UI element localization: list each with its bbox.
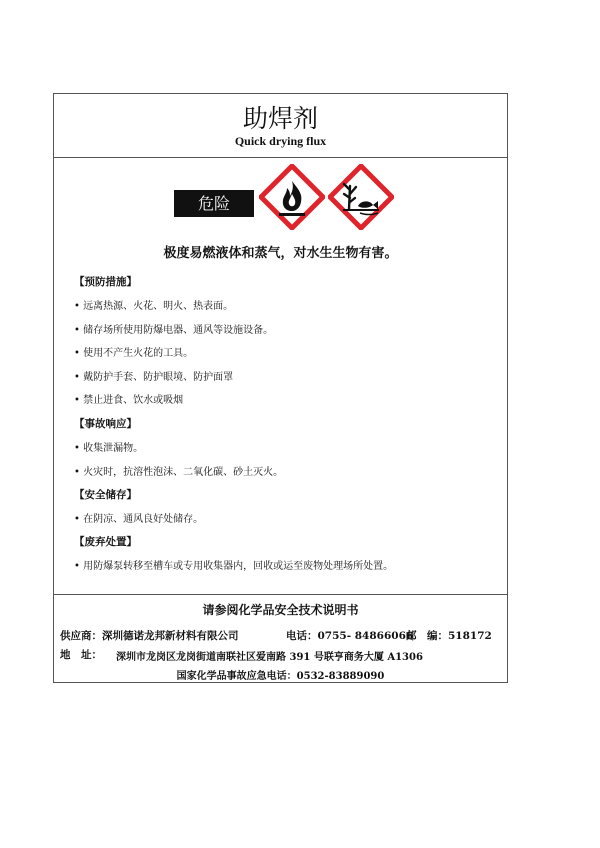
emergency-phone: 国家化学品事故应急电话：0532-83889090: [176, 671, 385, 682]
postcode: 邮 编：518172: [406, 630, 492, 642]
list-item: • 储存场所使用防爆电器、通风等设施设备。: [74, 325, 274, 336]
hazard-statement: 极度易燃液体和蒸气，对水生生物有害。: [163, 246, 398, 261]
sds-reference: 请参阅化学品安全技术说明书: [202, 603, 359, 617]
address: 深圳市龙岗区龙岗街道南联社区爱南路 391 号联亨商务大厦 A1306: [116, 652, 423, 663]
product-name: 助焊剂: [242, 104, 318, 133]
flame-icon: [259, 164, 325, 230]
label-header: [54, 94, 507, 158]
list-item: • 禁止进食、饮水或吸烟: [74, 395, 184, 406]
section-title-response: 【事故响应】: [74, 418, 137, 430]
environment-icon: [328, 164, 394, 230]
list-item: • 用防爆泵转移至槽车或专用收集器内，回收或运至废物处理场所处置。: [74, 561, 394, 572]
list-item: • 在阴凉、通风良好处储存。: [74, 514, 204, 525]
label-footer: [54, 594, 507, 684]
list-item: • 戴防护手套、防护眼境、防护面罩: [74, 372, 234, 383]
section-title-prevention: 【预防措施】: [74, 276, 137, 288]
address-label: 地 址：: [60, 649, 102, 661]
signal-word: 危险: [174, 190, 254, 217]
phone: 电话：0755- 84866066: [286, 630, 414, 642]
ghs-label: [53, 93, 508, 683]
product-name-english: Quick drying flux: [234, 134, 327, 148]
supplier: 供应商：深圳德诺龙邦新材料有限公司: [60, 630, 239, 642]
list-item: • 收集泄漏物。: [74, 443, 144, 454]
list-item: • 使用不产生火花的工具。: [74, 348, 194, 359]
list-item: • 远离热源、火花、明火、热表面。: [74, 301, 234, 312]
section-title-disposal: 【废弃处置】: [74, 536, 137, 548]
list-item: • 火灾时，抗溶性泡沫、二氧化碳、砂土灭火。: [74, 467, 284, 478]
section-title-storage: 【安全储存】: [74, 489, 137, 501]
